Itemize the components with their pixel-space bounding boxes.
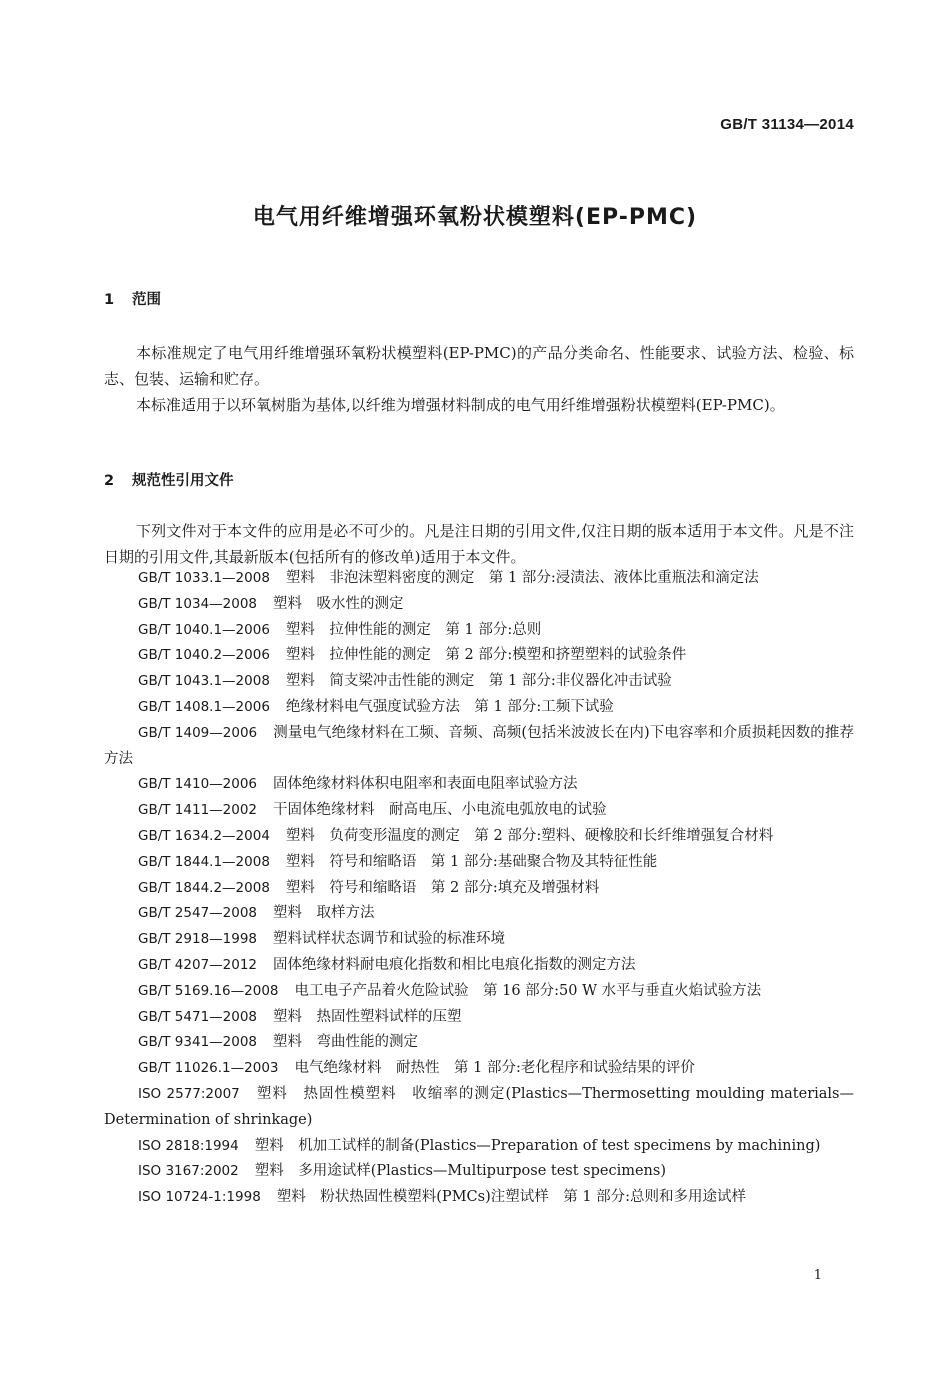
reference-code: GB/T 1410—2006 — [138, 776, 258, 793]
reference-title: 塑料 多用途试样(Plastics—Multipurpose test specimens) — [254, 1163, 666, 1180]
reference-item — [104, 901, 854, 927]
reference-item — [104, 1082, 854, 1134]
reference-code: GB/T 4207—2012 — [138, 956, 258, 973]
reference-title: 固体绝缘材料耐电痕化指数和相比电痕化指数的测定方法 — [273, 956, 636, 973]
section-heading-scope — [104, 288, 161, 309]
reference-item — [104, 695, 854, 721]
reference-code: GB/T 2918—1998 — [138, 931, 258, 948]
reference-code: GB/T 1043.1—2008 — [138, 673, 270, 690]
reference-title: 塑料 取样方法 — [273, 905, 375, 922]
reference-title: 塑料 拉伸性能的测定 第 2 部分:模塑和挤塑塑料的试验条件 — [285, 647, 687, 664]
reference-item — [104, 824, 854, 850]
reference-item — [104, 618, 854, 644]
reference-title: 塑料 热固性塑料试样的压塑 — [273, 1008, 462, 1025]
reference-item — [104, 1134, 854, 1160]
reference-item — [104, 1030, 854, 1056]
reference-title: 电工电子产品着火危险试验 第 16 部分:50 W 水平与垂直火焰试验方法 — [294, 982, 762, 999]
reference-code: ISO 3167:2002 — [138, 1163, 239, 1180]
scope-paragraph-2: 本标准适用于以环氧树脂为基体,以纤维为增强材料制成的电气用纤维增强粉状模塑料(EP-PMC)。 — [136, 396, 785, 414]
reference-code: GB/T 1040.1—2006 — [138, 621, 270, 638]
reference-item — [104, 850, 854, 876]
reference-item — [104, 876, 854, 902]
reference-item — [104, 772, 854, 798]
reference-code: GB/T 1844.1—2008 — [138, 853, 270, 870]
page-number: 1 — [813, 1268, 822, 1283]
reference-code: GB/T 5471—2008 — [138, 1008, 258, 1025]
reference-title: 塑料 拉伸性能的测定 第 1 部分:总则 — [285, 621, 542, 638]
reference-code: GB/T 1034—2008 — [138, 595, 258, 612]
reference-item — [104, 927, 854, 953]
reference-title: 塑料 吸水性的测定 — [273, 595, 404, 612]
reference-title: 塑料试样状态调节和试验的标准环境 — [273, 931, 506, 948]
reference-title: 塑料 负荷变形温度的测定 第 2 部分:塑料、硬橡胶和长纤维增强复合材料 — [285, 827, 774, 844]
reference-item — [104, 1056, 854, 1082]
reference-list — [104, 566, 854, 1211]
reference-item — [104, 979, 854, 1005]
document-title: 电气用纤维增强环氧粉状模塑料(EP-PMC) — [252, 205, 698, 230]
reference-code: GB/T 11026.1—2003 — [138, 1060, 279, 1077]
reference-code: ISO 2818:1994 — [138, 1137, 239, 1154]
reference-item — [104, 1185, 854, 1211]
reference-title: 绝缘材料电气强度试验方法 第 1 部分:工频下试验 — [285, 698, 614, 715]
section-number: 2 — [104, 473, 115, 489]
reference-title: 电气绝缘材料 耐热性 第 1 部分:老化程序和试验结果的评价 — [294, 1060, 695, 1077]
reference-code: GB/T 1844.2—2008 — [138, 879, 270, 896]
reference-title: 固体绝缘材料体积电阻率和表面电阻率试验方法 — [273, 776, 578, 793]
reference-code: GB/T 1409—2006 — [138, 724, 258, 741]
reference-code: GB/T 5169.16—2008 — [138, 982, 279, 999]
reference-code: GB/T 1634.2—2004 — [138, 827, 270, 844]
scope-paragraph-1: 本标准规定了电气用纤维增强环氧粉状模塑料(EP-PMC)的产品分类命名、性能要求、试验方法、检验、标志、包装、运输和贮存。 — [104, 344, 854, 388]
reference-code: GB/T 1411—2002 — [138, 802, 258, 819]
section-heading-normative-references — [104, 469, 234, 490]
reference-title: 塑料 非泡沫塑料密度的测定 第 1 部分:浸渍法、液体比重瓶法和滴定法 — [285, 570, 759, 586]
reference-title: 塑料 弯曲性能的测定 — [273, 1034, 419, 1051]
section-title: 规范性引用文件 — [132, 473, 234, 489]
section-number: 1 — [104, 292, 115, 308]
reference-item — [104, 592, 854, 618]
reference-title: 塑料 热固性模塑料 收缩率的测定(Plastics—Thermosetting moulding materials—Determination of shrinkage) — [104, 1085, 855, 1128]
reference-code: GB/T 9341—2008 — [138, 1034, 258, 1051]
reference-code: ISO 10724-1:1998 — [138, 1189, 261, 1206]
reference-title: 干固体绝缘材料 耐高电压、小电流电弧放电的试验 — [273, 802, 607, 819]
reference-item — [104, 1159, 854, 1185]
reference-title: 塑料 机加工试样的制备(Plastics—Preparation of test specimens by machining) — [254, 1137, 821, 1154]
standard-number: GB/T 31134—2014 — [720, 116, 854, 133]
reference-code: GB/T 1033.1—2008 — [138, 570, 270, 586]
reference-title: 塑料 简支梁冲击性能的测定 第 1 部分:非仪器化冲击试验 — [285, 673, 672, 690]
reference-code: ISO 2577:2007 — [138, 1085, 240, 1102]
reference-item — [104, 953, 854, 979]
reference-item — [104, 798, 854, 824]
reference-item — [104, 566, 854, 592]
reference-title: 塑料 符号和缩略语 第 2 部分:填充及增强材料 — [285, 879, 600, 896]
reference-code: GB/T 2547—2008 — [138, 905, 258, 922]
reference-title: 塑料 符号和缩略语 第 1 部分:基础聚合物及其特征性能 — [285, 853, 658, 870]
reference-code: GB/T 1408.1—2006 — [138, 698, 270, 715]
reference-item — [104, 643, 854, 669]
reference-item — [104, 721, 854, 773]
section-title: 范围 — [132, 292, 161, 308]
reference-code: GB/T 1040.2—2006 — [138, 647, 270, 664]
reference-item — [104, 1005, 854, 1031]
reference-item — [104, 669, 854, 695]
reference-title: 测量电气绝缘材料在工频、音频、高频(包括米波波长在内)下电容率和介质损耗因数的推荐方法 — [104, 724, 854, 767]
references-intro-paragraph: 下列文件对于本文件的应用是必不可少的。凡是注日期的引用文件,仅注日期的版本适用于本文件。凡是不注日期的引用文件,其最新版本(包括所有的修改单)适用于本文件。 — [104, 522, 854, 566]
reference-title: 塑料 粉状热固性模塑料(PMCs)注塑试样 第 1 部分:总则和多用途试样 — [276, 1189, 747, 1206]
